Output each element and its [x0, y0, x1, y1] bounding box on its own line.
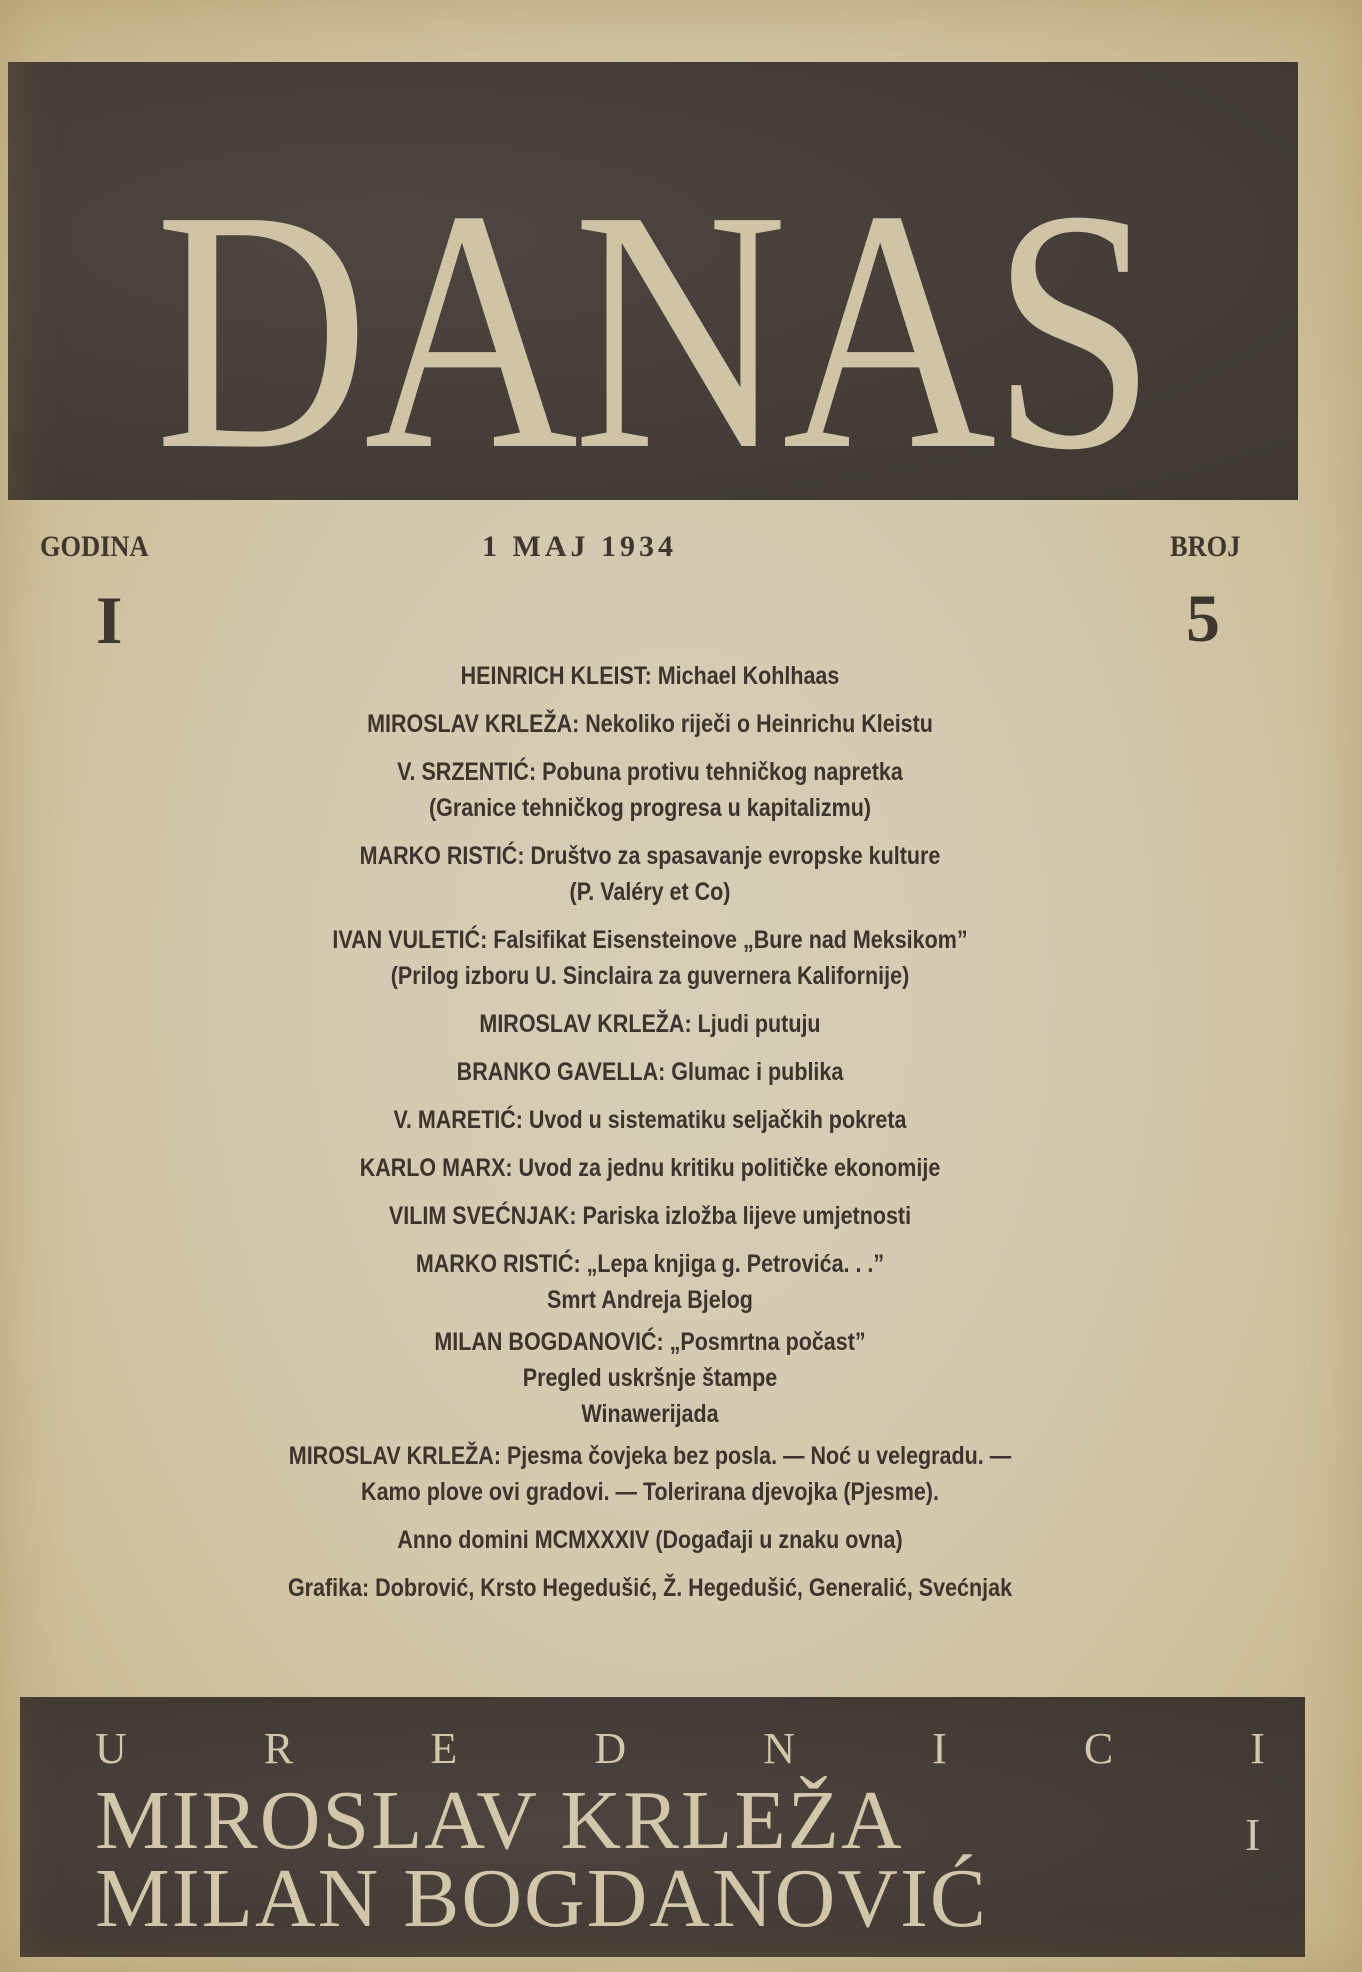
toc-line: Winawerijada [581, 1400, 719, 1428]
table-of-contents [0, 658, 1300, 1618]
issue-number-value: 5 [1186, 580, 1220, 656]
toc-entry [91, 922, 1209, 994]
editors-heading-letter: I [932, 1724, 947, 1773]
toc-line: Anno domini MCMXXXIV (Događaji u znaku ovna) [397, 1526, 903, 1554]
toc-entry [91, 1006, 1209, 1042]
toc-line: BRANKO GAVELLA: Glumac i publika [456, 1058, 844, 1086]
editors-heading-letter: D [594, 1724, 627, 1773]
editors-heading-letter: N [763, 1724, 795, 1773]
toc-line: MIROSLAV KRLEŽA: Pjesma čovjeka bez posla. — Noć u velegradu. — [288, 1442, 1012, 1470]
editors-band [20, 1697, 1305, 1957]
toc-entry [91, 1150, 1209, 1186]
editors-heading-letter: C [1083, 1724, 1114, 1773]
masthead-title: DANAS [154, 138, 1152, 521]
issue-info [0, 528, 1362, 668]
toc-subtitle: (P. Valéry et Co) [569, 878, 731, 906]
toc-line: IVAN VULETIĆ: Falsifikat Eisensteinove „Bure nad Meksikom” [332, 926, 968, 954]
toc-entry [91, 1522, 1209, 1558]
toc-entry [91, 1054, 1209, 1090]
toc-entry [91, 1198, 1209, 1234]
toc-entry [91, 838, 1209, 910]
issue-date: 1 MAJ 1934 [482, 530, 677, 563]
year-value: I [96, 582, 123, 658]
toc-entry [91, 1570, 1209, 1606]
year-label: GODINA [40, 530, 149, 563]
toc-entry [91, 658, 1209, 694]
toc-line: Kamo plove ovi gradovi. — Tolerirana djevojka (Pjesme). [361, 1478, 939, 1506]
toc-line: Smrt Andreja Bjelog [547, 1286, 753, 1314]
toc-line: HEINRICH KLEIST: Michael Kohlhaas [460, 662, 840, 690]
toc-line: V. MARETIĆ: Uvod u sistematiku seljačkih pokreta [393, 1106, 907, 1134]
issue-number-label: BROJ [1170, 530, 1241, 563]
toc-entry [91, 706, 1209, 742]
toc-line: MIROSLAV KRLEŽA: Ljudi putuju [479, 1010, 821, 1038]
toc-subtitle: (Prilog izboru U. Sinclaira za guvernera Kalifornije) [390, 962, 910, 990]
toc-credits: Grafika: Dobrović, Krsto Hegedušić, Ž. Hegedušić, Generalić, Svećnjak [287, 1574, 1013, 1602]
toc-line: MILAN BOGDANOVIĆ: „Posmrtna počast” [434, 1328, 866, 1356]
toc-line: VILIM SVEĆNJAK: Pariska izložba lijeve umjetnosti [388, 1202, 912, 1230]
editor-name-2: MILAN BOGDANOVIĆ [95, 1852, 988, 1945]
toc-line: MIROSLAV KRLEŽA: Nekoliko riječi o Heinrichu Kleistu [367, 710, 933, 738]
editor-conjunction: I [1245, 1809, 1261, 1860]
toc-line: Pregled uskršnje štampe [522, 1364, 778, 1392]
toc-line: V. SRZENTIĆ: Pobuna protivu tehničkog napretka [397, 758, 903, 786]
editors-heading-letter: E [430, 1724, 458, 1773]
editor-name-1: MIROSLAV KRLEŽA [95, 1774, 904, 1867]
toc-entry [91, 1102, 1209, 1138]
toc-entry [91, 1438, 1209, 1510]
toc-line: MARKO RISTIĆ: Društvo za spasavanje evropske kulture [359, 842, 941, 870]
editors-heading-letter: U [95, 1724, 127, 1773]
editors-heading [95, 1724, 1265, 1773]
editors-heading-letter: R [263, 1724, 294, 1773]
toc-subtitle: (Granice tehničkog progresa u kapitalizmu) [428, 794, 872, 822]
editors-heading-letter: I [1250, 1724, 1265, 1773]
toc-entry [91, 1324, 1209, 1432]
toc-line: KARLO MARX: Uvod za jednu kritiku političke ekonomije [359, 1154, 941, 1182]
masthead-band [8, 62, 1298, 521]
toc-entry [91, 754, 1209, 826]
toc-line: MARKO RISTIĆ: „Lepa knjiga g. Petrovića. . .” [415, 1250, 885, 1278]
toc-entry [91, 1246, 1209, 1318]
